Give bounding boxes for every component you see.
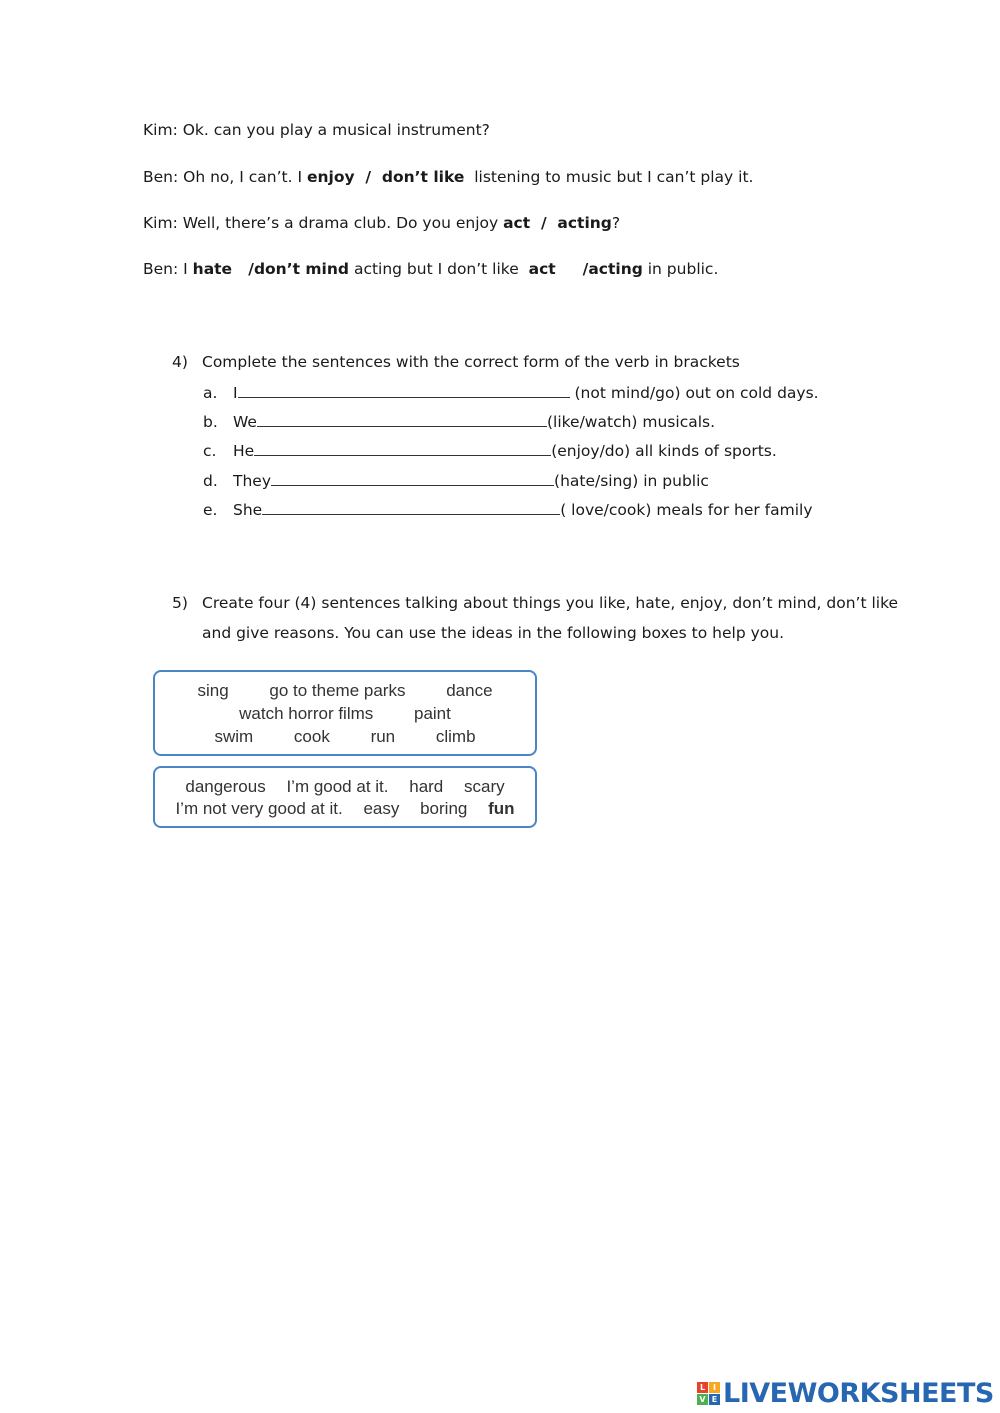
exercise-row-b <box>203 412 715 431</box>
logo-mark-letter: E <box>709 1394 720 1405</box>
reasons-box <box>153 766 537 828</box>
reason-word: dangerous <box>185 777 266 796</box>
dialogue-text: Kim: Well, there’s a drama club. Do you enjoy <box>143 214 504 232</box>
reason-word: I’m good at it. <box>286 777 389 796</box>
answer-blank[interactable] <box>257 412 547 427</box>
item-hint: (hate/sing) in public <box>554 472 709 490</box>
option-act[interactable]: act <box>528 260 556 278</box>
dialogue-text: Kim: Ok. can you play a musical instrument? <box>143 121 490 139</box>
option-acting[interactable]: acting <box>557 214 612 232</box>
item-hint: ( love/cook) meals for her family <box>560 501 813 519</box>
item-subject: They <box>233 472 272 490</box>
item-subject: She <box>233 501 263 519</box>
answer-blank[interactable] <box>238 383 570 398</box>
option-separator: / <box>232 260 254 278</box>
item-subject: I <box>233 384 238 402</box>
item-letter: b. <box>203 413 218 431</box>
activities-box <box>153 670 537 756</box>
item-letter: c. <box>203 442 217 460</box>
task-5-heading-cont <box>202 624 784 642</box>
task-instruction: and give reasons. You can use the ideas in the following boxes to help you. <box>202 624 785 642</box>
activity-word: dance <box>446 681 493 700</box>
reason-word: hard <box>409 777 444 796</box>
activity-word: climb <box>435 727 476 746</box>
logo-mark-letter: L <box>697 1382 708 1393</box>
option-enjoy[interactable]: enjoy <box>306 168 355 186</box>
activity-word: cook <box>293 727 330 746</box>
dialogue-line-1 <box>143 121 490 139</box>
item-letter: d. <box>203 472 218 490</box>
reason-word: scary <box>464 777 505 796</box>
task-instruction: Create four (4) sentences talking about things you like, hate, enjoy, don’t mind, don’t like <box>202 594 899 612</box>
item-letter: a. <box>203 384 218 402</box>
activity-word: paint <box>414 704 451 723</box>
item-subject: We <box>233 413 257 431</box>
reason-word: boring <box>420 799 468 818</box>
liveworksheets-logo <box>697 1378 994 1408</box>
option-dont-like[interactable]: don’t like <box>381 168 465 186</box>
answer-blank[interactable] <box>271 471 554 486</box>
logo-text: LIVEWORKSHEETS <box>723 1377 994 1409</box>
dialogue-text: listening to music but I can’t play it. <box>464 168 754 186</box>
activity-word: swim <box>214 727 254 746</box>
reason-word: fun <box>488 799 515 818</box>
option-acting[interactable]: acting <box>588 260 643 278</box>
item-subject: He <box>233 442 255 460</box>
dialogue-line-2 <box>143 168 753 186</box>
dialogue-line-4 <box>143 260 718 278</box>
logo-mark-letter: V <box>697 1394 708 1405</box>
dialogue-text: Ben: Oh no, I can’t. I <box>143 168 307 186</box>
item-letter: e. <box>203 501 218 519</box>
dialogue-text: acting but I don’t like <box>349 260 529 278</box>
option-act[interactable]: act <box>503 214 531 232</box>
item-hint: (not mind/go) out on cold days. <box>569 384 819 402</box>
reason-word: I’m not very good at it. <box>175 799 343 818</box>
dialogue-line-3 <box>143 214 620 232</box>
option-separator: / <box>354 168 382 186</box>
dialogue-text: in public. <box>642 260 719 278</box>
option-hate[interactable]: hate <box>192 260 233 278</box>
exercise-row-c <box>203 441 777 460</box>
dialogue-text: Ben: I <box>143 260 193 278</box>
logo-mark-icon <box>697 1382 720 1405</box>
reason-word: easy <box>363 799 400 818</box>
task-number: 4) <box>172 353 188 371</box>
item-hint: (like/watch) musicals. <box>546 413 716 431</box>
activity-word: go to theme parks <box>269 681 406 700</box>
item-hint: (enjoy/do) all kinds of sports. <box>551 442 777 460</box>
task-number: 5) <box>172 594 188 612</box>
task-instruction: Complete the sentences with the correct form of the verb in brackets <box>202 353 740 371</box>
exercise-row-a <box>203 383 819 402</box>
logo-mark-letter: I <box>709 1382 720 1393</box>
activity-word: sing <box>197 681 229 700</box>
exercise-row-d <box>203 471 709 490</box>
activity-word: watch horror films <box>239 704 374 723</box>
activity-word: run <box>370 727 396 746</box>
answer-blank[interactable] <box>262 500 560 515</box>
answer-blank[interactable] <box>254 441 551 456</box>
dialogue-text: ? <box>611 214 621 232</box>
option-separator: / <box>530 214 558 232</box>
option-separator: / <box>555 260 589 278</box>
exercise-row-e <box>203 500 813 519</box>
option-dont-mind[interactable]: don’t mind <box>253 260 350 278</box>
